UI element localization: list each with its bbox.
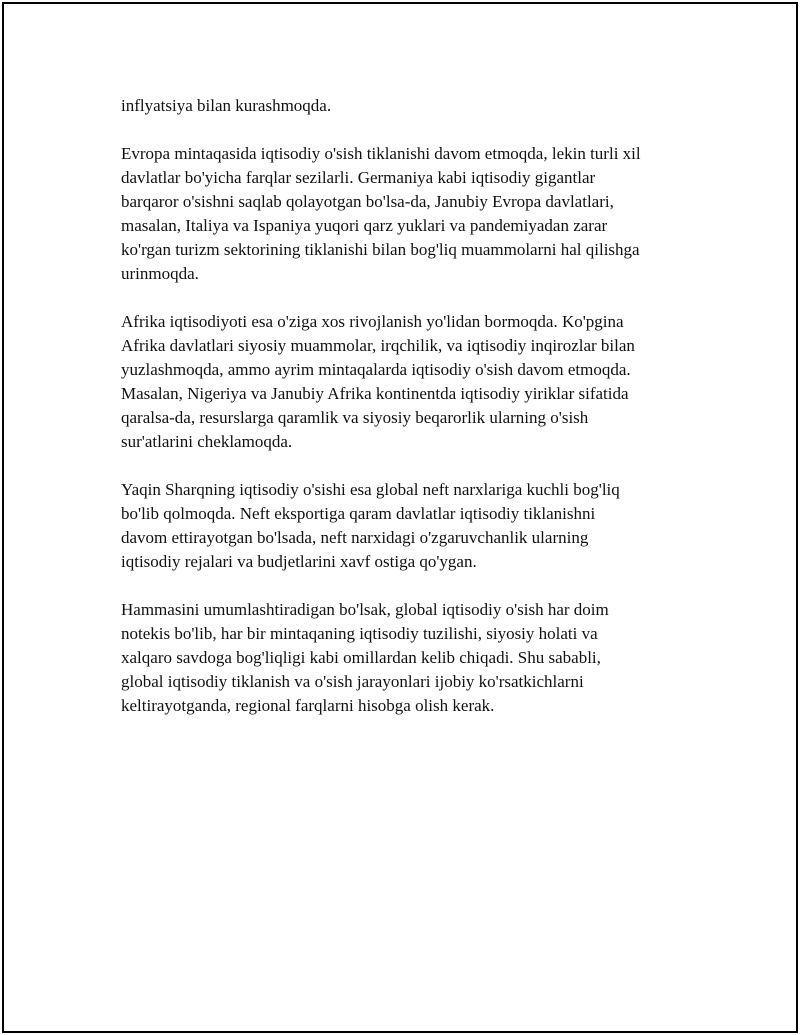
paragraph-continuation: inflyatsiya bilan kurashmoqda. xyxy=(121,96,332,115)
paragraph-africa: Afrika iqtisodiyoti esa o'ziga xos rivojlanish yo'lidan bormoqda. Ko'pgina Afrika davlatlari siyosiy muammolar, irqchilik, va iqtisodiy inqirozlar bilan yuzlashmoqda, ammo ayrim mintaqalarda iqtisodiy o'sish davom etmoqda. Masalan, Nigeriya va Janubiy Afrika kontinentda iqtisodiy yiriklar sifatida qaralsa-da, resurslarga qaramlik va siyosiy beqarorlik ularning o'sish sur'atlarini cheklamoqda. xyxy=(121,312,635,451)
paragraph-middle-east: Yaqin Sharqning iqtisodiy o'sishi esa global neft narxlariga kuchli bog'liq bo'lib qolmoqda. Neft eksportiga qaram davlatlar iqtisodiy tiklanishni davom ettirayotgan bo'lsada, neft narxidagi o'zgaruvchanlik ularning iqtisodiy rejalari va budjetlarini xavf ostiga qo'ygan. xyxy=(121,480,620,571)
document-body xyxy=(121,94,691,742)
paragraph-europe: Evropa mintaqasida iqtisodiy o'sish tiklanishi davom etmoqda, lekin turli xil davlatlar bo'yicha farqlar sezilarli. Germaniya kabi iqtisodiy gigantlar barqaror o'sishni saqlab qolayotgan bo'lsa-da, Janubiy Evropa davlatlari, masalan, Italiya va Ispaniya yuqori qarz yuklari va pandemiyadan zarar ko'rgan turizm sektorining tiklanishi bilan bog'liq muammolarni hal qilishga urinmoqda. xyxy=(121,144,641,283)
document-page xyxy=(2,2,798,1033)
paragraph-conclusion: Hammasini umumlashtiradigan bo'lsak, global iqtisodiy o'sish har doim notekis bo'lib, har bir mintaqaning iqtisodiy tuzilishi, siyosiy holati va xalqaro savdoga bog'liqligi kabi omillardan kelib chiqadi. Shu sababli, global iqtisodiy tiklanish va o'sish jarayonlari ijobiy ko'rsatkichlarni keltirayotganda, regional farqlarni hisobga olish kerak. xyxy=(121,600,609,715)
